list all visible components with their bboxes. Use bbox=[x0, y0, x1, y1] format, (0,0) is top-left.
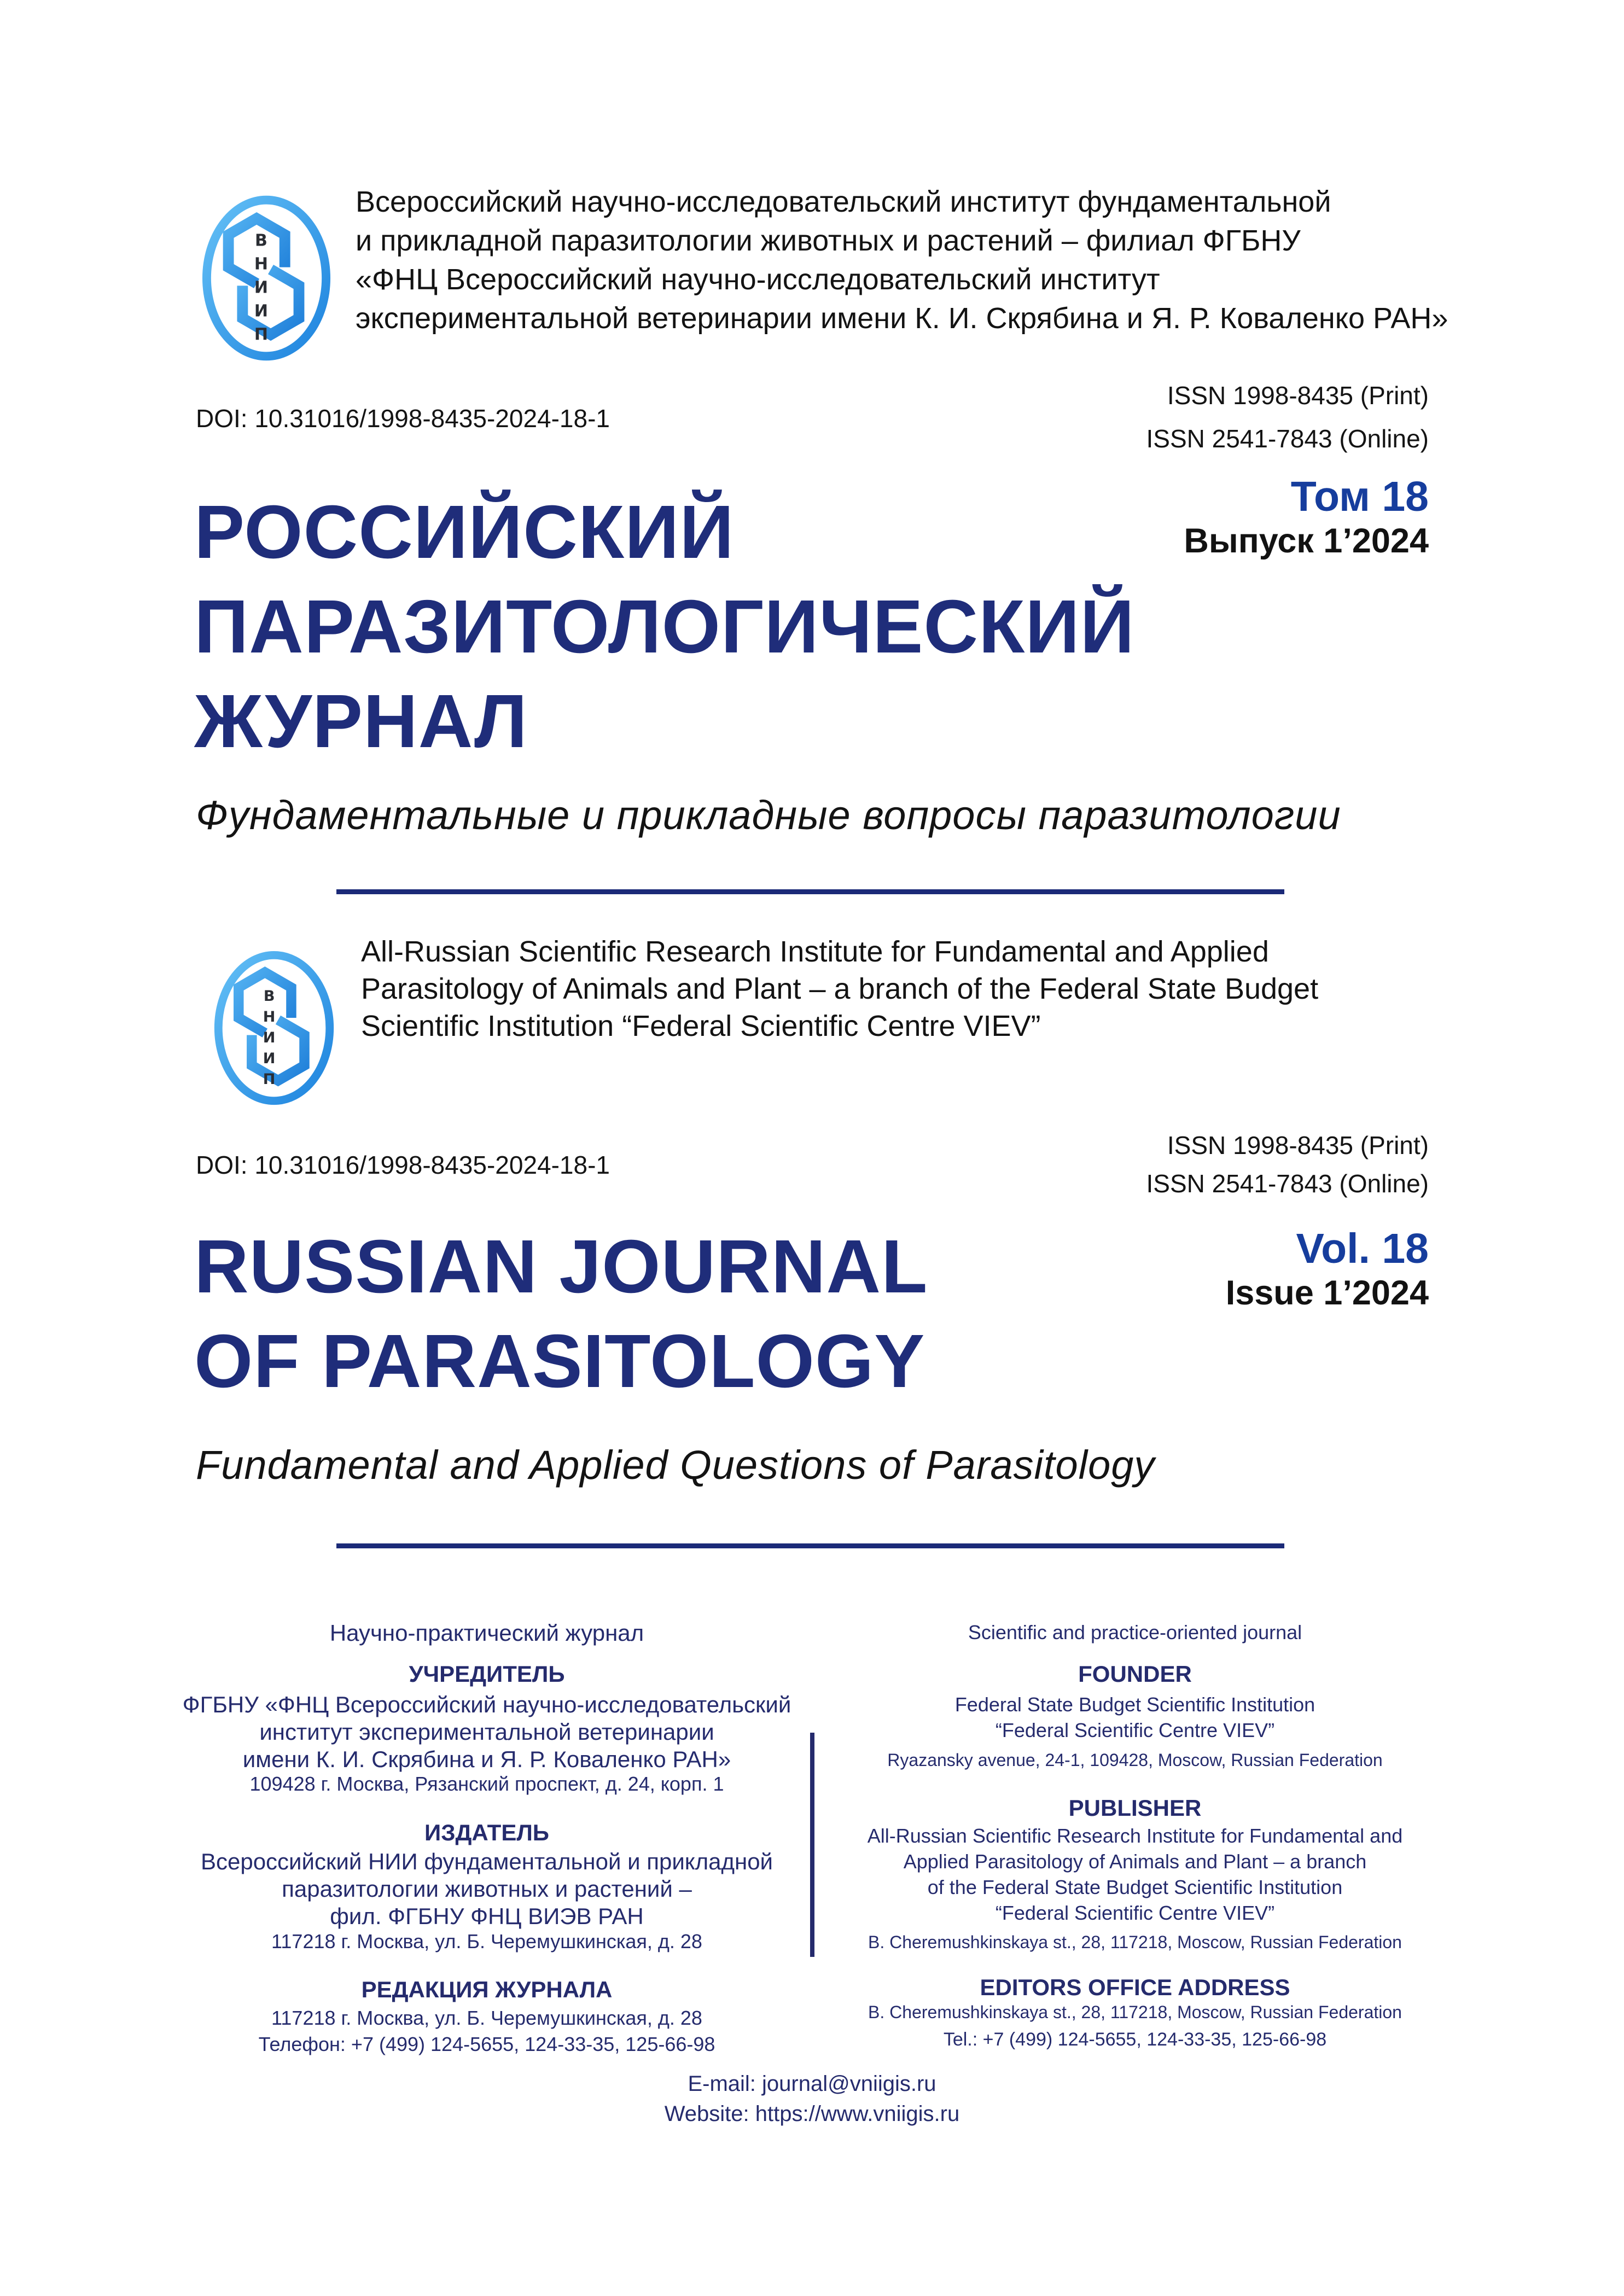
contact-email: E-mail: journal@vniigis.ru bbox=[688, 2072, 936, 2096]
founder-name-ru bbox=[181, 1691, 793, 1773]
founder-name-ru-line: имени К. И. Скрябина и Я. Р. Коваленко РАН» bbox=[242, 1746, 731, 1772]
founder-heading-en: FOUNDER bbox=[1078, 1661, 1192, 1687]
publisher-name-en-line: of the Federal State Budget Scientific Institution bbox=[927, 1876, 1343, 1898]
journal-subtitle-en: Fundamental and Applied Questions of Parasitology bbox=[196, 1442, 1155, 1488]
editorial-address-en: B. Cheremushkinskaya st., 28, 117218, Moscow, Russian Federation bbox=[868, 2002, 1402, 2022]
journal-title-ru-line: ЖУРНАЛ bbox=[194, 679, 528, 764]
issn-online: ISSN 2541-7843 (Online) bbox=[1146, 1169, 1429, 1198]
volume-en: Vol. 18 bbox=[1296, 1225, 1429, 1272]
journal-title-en-line: OF PARASITOLOGY bbox=[194, 1319, 925, 1403]
doi-en: DOI: 10.31016/1998-8435-2024-18-1 bbox=[196, 1151, 610, 1179]
editorial-phone-en: Tel.: +7 (499) 124-5655, 124-33-35, 125-66-98 bbox=[943, 2029, 1327, 2050]
institute-name-en-line: Scientific Institution “Federal Scientific Centre VIEV” bbox=[361, 1010, 1041, 1042]
journal-title-ru-line: РОССИЙСКИЙ bbox=[194, 490, 735, 574]
institute-name-en bbox=[361, 933, 1318, 1045]
founder-address-ru: 109428 г. Москва, Рязанский проспект, д. 24, корп. 1 bbox=[249, 1773, 724, 1795]
footer-column-ru bbox=[181, 1608, 793, 2089]
founder-heading-ru: УЧРЕДИТЕЛЬ bbox=[409, 1661, 565, 1687]
vniip-logo bbox=[213, 945, 335, 1111]
volume-issue-en bbox=[1226, 1225, 1429, 1313]
journal-title-ru bbox=[194, 485, 1135, 769]
publisher-name-ru-line: паразитологии животных и растений – bbox=[282, 1876, 692, 1902]
editorial-address-ru: 117218 г. Москва, ул. Б. Черемушкинская, д. 28 bbox=[271, 2007, 702, 2029]
founder-name-en-line: Federal State Budget Scientific Institution bbox=[954, 1693, 1316, 1716]
publisher-name-en-line: Applied Parasitology of Animals and Plant – a branch bbox=[903, 1850, 1367, 1873]
publisher-address-en: B. Cheremushkinskaya st., 28, 117218, Moscow, Russian Federation bbox=[868, 1932, 1402, 1952]
founder-name-en bbox=[829, 1692, 1441, 1743]
volume-issue-ru bbox=[1184, 473, 1429, 561]
vniip-logo-letters: ВНИИП bbox=[251, 231, 271, 349]
publisher-name-en-line: “Federal Scientific Centre VIEV” bbox=[995, 1902, 1275, 1924]
institute-name-en-line: Parasitology of Animals and Plant – a branch of the Federal State Budget bbox=[361, 972, 1319, 1005]
publisher-name-en bbox=[829, 1823, 1441, 1926]
publisher-name-en-line: All-Russian Scientific Research Institute for Fundamental and bbox=[867, 1825, 1403, 1847]
journal-title-ru-line: ПАРАЗИТОЛОГИЧЕСКИЙ bbox=[194, 585, 1135, 669]
institute-name-ru-line: экспериментальной ветеринарии имени К. И. Скрябина и Я. Р. Коваленко РАН» bbox=[356, 302, 1448, 335]
editorial-phone-ru: Телефон: +7 (499) 124-5655, 124-33-35, 125-66-98 bbox=[258, 2033, 715, 2055]
vniip-logo bbox=[201, 195, 331, 362]
publisher-heading-en: PUBLISHER bbox=[1068, 1795, 1202, 1821]
journal-type-en: Scientific and practice-oriented journal bbox=[968, 1621, 1302, 1644]
journal-title-en-line: RUSSIAN JOURNAL bbox=[194, 1225, 928, 1309]
publisher-name-ru-line: Всероссийский НИИ фундаментальной и прикладной bbox=[200, 1849, 773, 1874]
institute-name-ru bbox=[356, 183, 1448, 338]
institute-name-en-line: All-Russian Scientific Research Institute for Fundamental and Applied bbox=[361, 935, 1269, 968]
footer-column-divider bbox=[810, 1733, 814, 1957]
vniip-logo-letters: ВНИИП bbox=[260, 988, 278, 1092]
publisher-name-ru bbox=[181, 1848, 793, 1930]
founder-name-en-line: “Federal Scientific Centre VIEV” bbox=[995, 1719, 1275, 1741]
editorial-heading-ru: РЕДАКЦИЯ ЖУРНАЛА bbox=[361, 1977, 613, 2002]
institute-name-ru-line: и прикладной паразитологии животных и растений – филиал ФГБНУ bbox=[356, 224, 1301, 257]
institute-name-ru-line: Всероссийский научно-исследовательский институт фундаментальной bbox=[356, 185, 1331, 218]
journal-type-ru: Научно-практический журнал bbox=[329, 1620, 644, 1646]
issn-block-en bbox=[1146, 1126, 1429, 1203]
institute-name-ru-line: «ФНЦ Всероссийский научно-исследовательский институт bbox=[356, 263, 1160, 296]
section-divider bbox=[336, 1543, 1284, 1548]
journal-title-en bbox=[194, 1220, 928, 1409]
issue-en: Issue 1’2024 bbox=[1225, 1274, 1429, 1312]
founder-address-en: Ryazansky avenue, 24-1, 109428, Moscow, Russian Federation bbox=[887, 1750, 1383, 1770]
issn-block-ru bbox=[1146, 374, 1429, 461]
publisher-address-ru: 117218 г. Москва, ул. Б. Черемушкинская, д. 28 bbox=[271, 1930, 702, 1953]
issn-print: ISSN 1998-8435 (Print) bbox=[1167, 1131, 1429, 1159]
section-divider bbox=[336, 889, 1284, 894]
doi-ru: DOI: 10.31016/1998-8435-2024-18-1 bbox=[196, 404, 610, 433]
editorial-heading-en: EDITORS OFFICE ADDRESS bbox=[980, 1974, 1290, 2000]
issn-online: ISSN 2541-7843 (Online) bbox=[1146, 424, 1429, 453]
founder-name-ru-line: ФГБНУ «ФНЦ Всероссийский научно-исследовательский bbox=[182, 1692, 791, 1717]
journal-subtitle-ru: Фундаментальные и прикладные вопросы паразитологии bbox=[196, 792, 1341, 838]
volume-ru: Том 18 bbox=[1290, 473, 1429, 520]
founder-name-ru-line: институт экспериментальной ветеринарии bbox=[259, 1719, 714, 1745]
issue-ru: Выпуск 1’2024 bbox=[1184, 522, 1429, 560]
publisher-heading-ru: ИЗДАТЕЛЬ bbox=[424, 1820, 549, 1845]
footer-column-en bbox=[829, 1608, 1441, 2089]
issn-print: ISSN 1998-8435 (Print) bbox=[1167, 381, 1429, 410]
publisher-name-ru-line: фил. ФГБНУ ФНЦ ВИЭВ РАН bbox=[330, 1903, 644, 1929]
contact-website: Website: https://www.vniigis.ru bbox=[664, 2102, 960, 2126]
